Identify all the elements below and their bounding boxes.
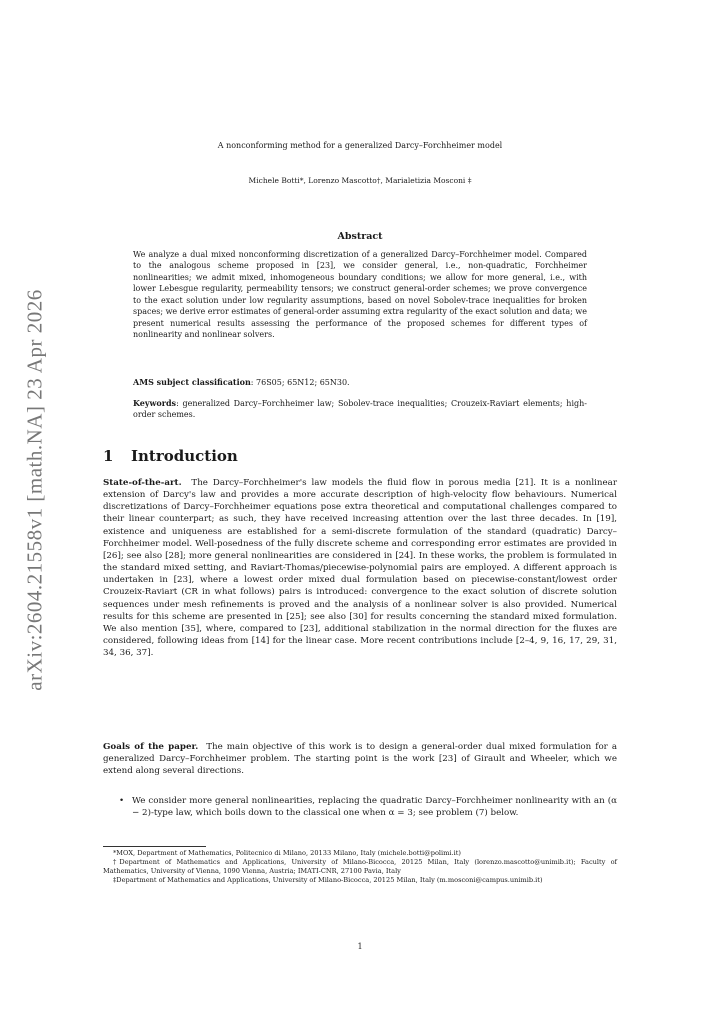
paper-title: A nonconforming method for a generalized Darcy–Forchheimer model (217, 141, 503, 150)
ams-label: AMS subject classification (133, 377, 251, 387)
ams-value: : 76S05; 65N12; 65N30. (250, 378, 350, 387)
goals-list (118, 795, 617, 819)
section-number: 1 (103, 447, 114, 465)
paragraph-body: The Darcy–Forchheimer's law models the fluid flow in porous media [21]. It is a nonlinear extension of Darcy's law and provides a more accurate description of high-velocity flow behaviours. Numerical discretizations of Darcy–Forchheimer equations pose extra theoretical and computational challenges compared to their linear counterpart; as such, they have received increasing attention over the last three decades. In [19], existence and uniqueness are established for a semi-discrete formulation of the standard (quadratic) Darcy–Forchheimer model. Well-posedness of the fully discrete scheme and corresponding error estimates are provided in [26]; see also [28]; more general nonlinearities are considered in [24]. In these works, the problem is formulated in the standard mixed setting, and Raviart-Thomas/piecewise-polynomial pairs are employed. A different approach is undertaken in [23], where a lowest order mixed dual formulation based on piecewise-constant/lowest order Crouzeix-Raviart (CR in what follows) pairs is introduced: convergence to the exact solution of discrete solution sequences under mesh refinements is proved and the analysis of a nonlinear solver is also provided. Numerical results for this scheme are presented in [25]; see also [30] for results concerning the standard mixed formulation. We also mention [35], where, compared to [23], additional stabilization in the normal direction for the fluxes are considered, following ideas from [14] for the linear case. More recent contributions include [2–4, 9, 16, 17, 29, 31, 34, 36, 37]. (103, 478, 617, 659)
abstract-text: We analyze a dual mixed nonconforming discretization of a generalized Darcy–Forchheimer model. Compared to the analogous scheme proposed in [23], we consider general, i.e., non-quadratic, Forchheimer nonlinearities; we admit mixed, inhomogeneous boundary conditions; we allow for more general, i.e., with lower Lebesgue regularity, permeability tensors; we construct general-order schemes; we prove convergence to the exact solution under low regularity assumptions, based on novel Sobolev-trace inequalities for broken spaces; we derive error estimates of general-order assuming extra regularity of the exact solution and data; we present numerical results assessing the performance of the proposed schemes for different types of nonlinearity and nonlinear solvers. (133, 250, 587, 340)
arxiv-id: arXiv:2604.21558v1 [math.NA] 23 Apr 2026 (22, 289, 47, 691)
keywords-label: Keywords (133, 398, 177, 408)
section-title: Introduction (131, 447, 238, 465)
keywords (133, 398, 587, 421)
footnote: *MOX, Department of Mathematics, Politecnico di Milano, 20133 Milano, Italy (michele.botti@polimi.it) (113, 849, 461, 857)
keywords-value: : generalized Darcy–Forchheimer law; Sobolev-trace inequalities; Crouzeix-Raviart elements; high-order schemes. (133, 399, 587, 420)
footnote-rule (103, 846, 206, 847)
abstract-heading: Abstract (337, 231, 383, 242)
footnote: ‡Department of Mathematics and Applications, University of Milano-Bicocca, 20125 Milan, Italy (m.mosconi@campus.unimib.it) (113, 876, 543, 885)
goals-paragraph (103, 741, 617, 777)
paragraph-lead: Goals of the paper. (103, 742, 199, 752)
state-of-the-art-paragraph (103, 477, 617, 659)
section-heading (103, 447, 238, 465)
footnote: †Department of Mathematics and Applications, University of Milano-Bicocca, 20125 Milan, Italy (lorenzo.mascotto@unimib.it); Faculty of Mathematics, University of Vienna, 1090 Vienna, Austria; IMATI-CNR, 27100 Pavia, Italy (103, 858, 617, 876)
arxiv-sidebar-stamp (22, 280, 48, 700)
footnotes (103, 849, 617, 886)
author-list: Michele Botti*, Lorenzo Mascotto†, Marialetizia Mosconi ‡ (248, 176, 472, 185)
page-number: 1 (357, 942, 363, 951)
ams-classification (133, 377, 587, 387)
list-item: • We consider more general nonlinearities, replacing the quadratic Darcy–Forchheimer nonlinearity with an (α − 2)-type law, which boils down to the classical one when α = 3; see problem (7) below. (118, 795, 617, 819)
paragraph-body: The main objective of this work is to design a general-order dual mixed formulation for a generalized Darcy–Forchheimer problem. The starting point is the work [23] of Girault and Wheeler, which we extend along several directions. (103, 742, 617, 777)
paragraph-lead: State-of-the-art. (103, 478, 182, 488)
